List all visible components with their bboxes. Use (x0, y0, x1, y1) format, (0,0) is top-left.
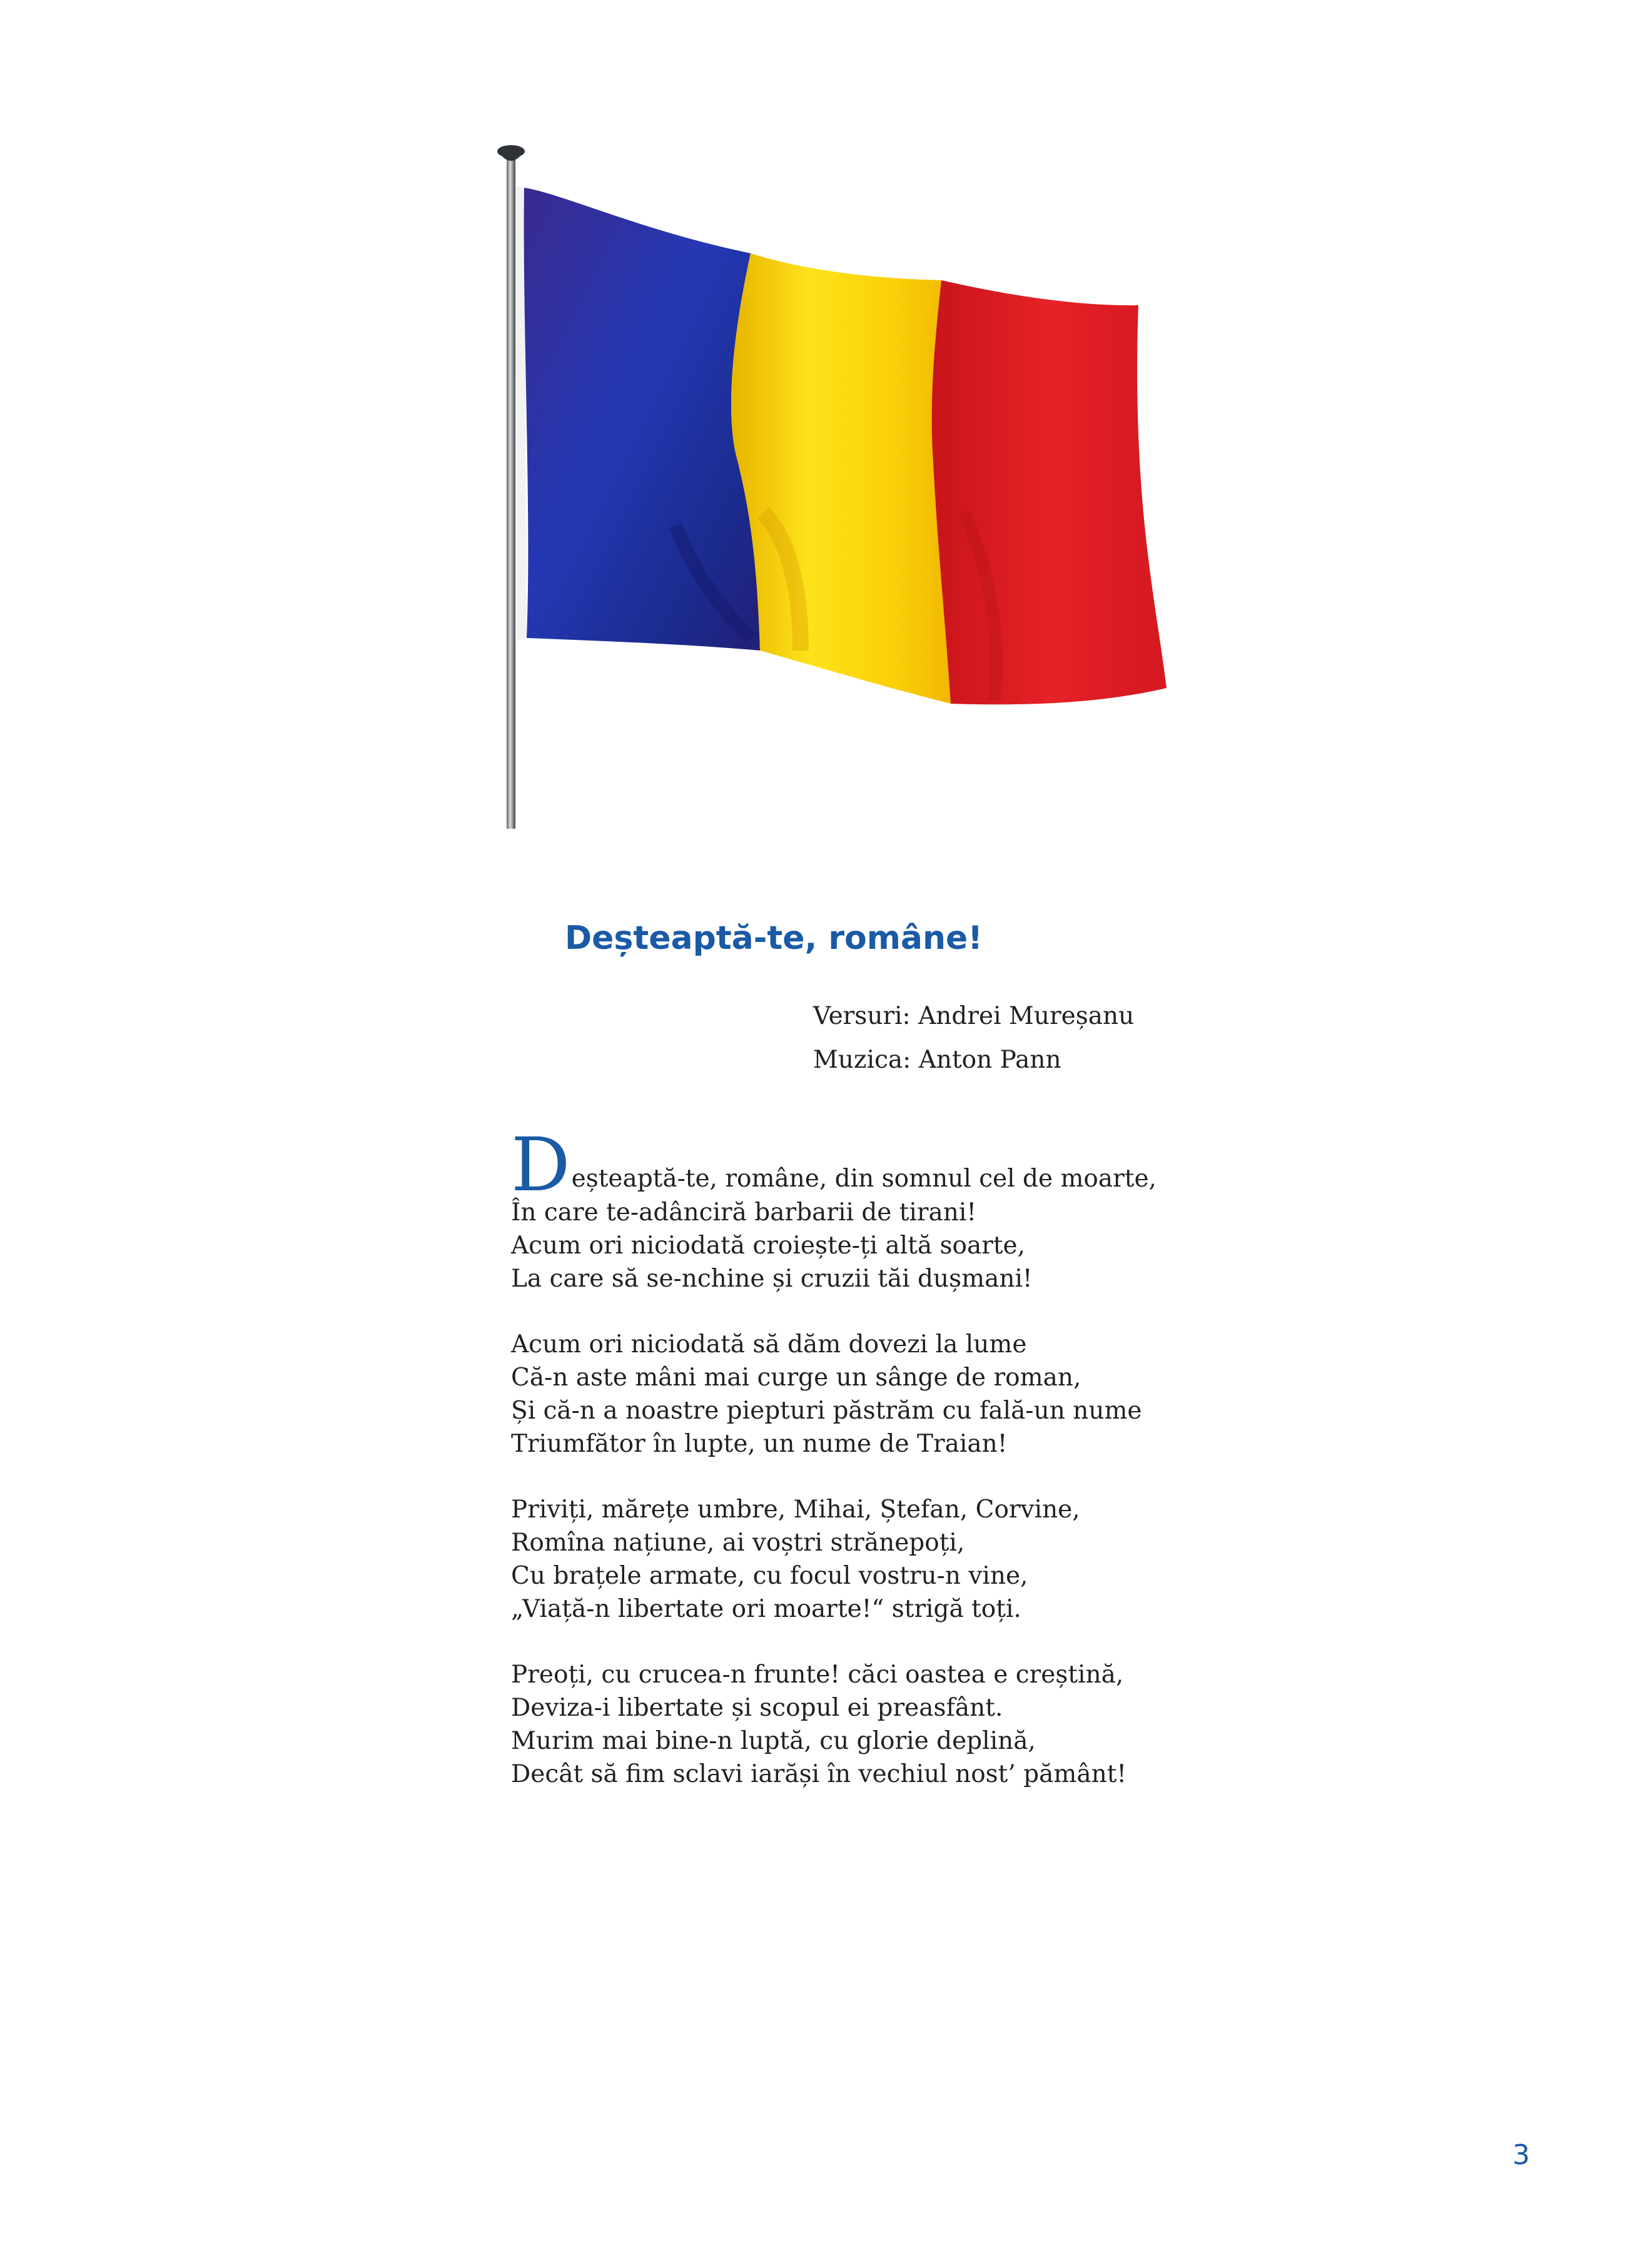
stanza-4 (511, 1658, 1157, 1791)
poem-line: La care să se-nchine și cruzii tăi dușmani! (511, 1265, 1033, 1293)
stanza-3 (511, 1493, 1157, 1626)
page-number: 3 (1512, 2139, 1530, 2171)
poem-body (511, 1121, 1157, 1823)
pole-finial (497, 145, 525, 158)
poem-line: Priviți, mărețe umbre, Mihai, Ștefan, Corvine, (511, 1496, 1080, 1524)
poem-line: „Viață-n libertate ori moarte!“ strigă toți. (511, 1595, 1021, 1623)
poem-line: Acum ori niciodată croiește-ți altă soarte, (511, 1232, 1026, 1260)
page-title: Deșteaptă-te, române! (565, 919, 983, 957)
drop-cap: D (511, 1121, 570, 1208)
flag-svg (488, 138, 1195, 844)
stanza-2 (511, 1328, 1157, 1461)
poem-line: Decât să fim sclavi iarăși în vechiul nost’ pământ! (511, 1760, 1127, 1788)
romanian-flag-illustration (488, 138, 1195, 844)
poem-line: Triumfător în lupte, un nume de Traian! (511, 1430, 1008, 1458)
flag-pole (507, 150, 515, 829)
poem-line: Preoți, cu crucea-n frunte! căci oastea e creștină, (511, 1661, 1124, 1689)
flag-yellow-band (731, 253, 951, 704)
poem-line-first (511, 1121, 1157, 1208)
poem-line: Acum ori niciodată să dăm dovezi la lume (511, 1330, 1027, 1359)
poem-line: Murim mai bine-n luptă, cu glorie deplină, (511, 1727, 1036, 1755)
poem-line: Că-n aste mâni mai curge un sânge de roman, (511, 1364, 1081, 1392)
poem-line: Cu brațele armate, cu focul vostru-n vine, (511, 1562, 1028, 1590)
flag-blue-band (524, 188, 760, 651)
poem-line: În care te-adânciră barbarii de tirani! (511, 1198, 977, 1227)
stanza-1 (511, 1121, 1157, 1295)
poem-line: Și că-n a noastre piepturi păstrăm cu fală-un nume (511, 1397, 1142, 1425)
music-credit: Muzica: Anton Pann (813, 1046, 1061, 1074)
flag-red-band (932, 280, 1167, 704)
first-line-rest: eșteaptă-te, române, din somnul cel de moarte, (571, 1165, 1157, 1193)
lyrics-credit: Versuri: Andrei Mureșanu (813, 1002, 1135, 1030)
poem-line: Deviza-i libertate și scopul ei preasfânt. (511, 1694, 1003, 1722)
poem-line: Romîna națiune, ai voștri strănepoți, (511, 1529, 965, 1557)
song-credits (813, 995, 1134, 1082)
